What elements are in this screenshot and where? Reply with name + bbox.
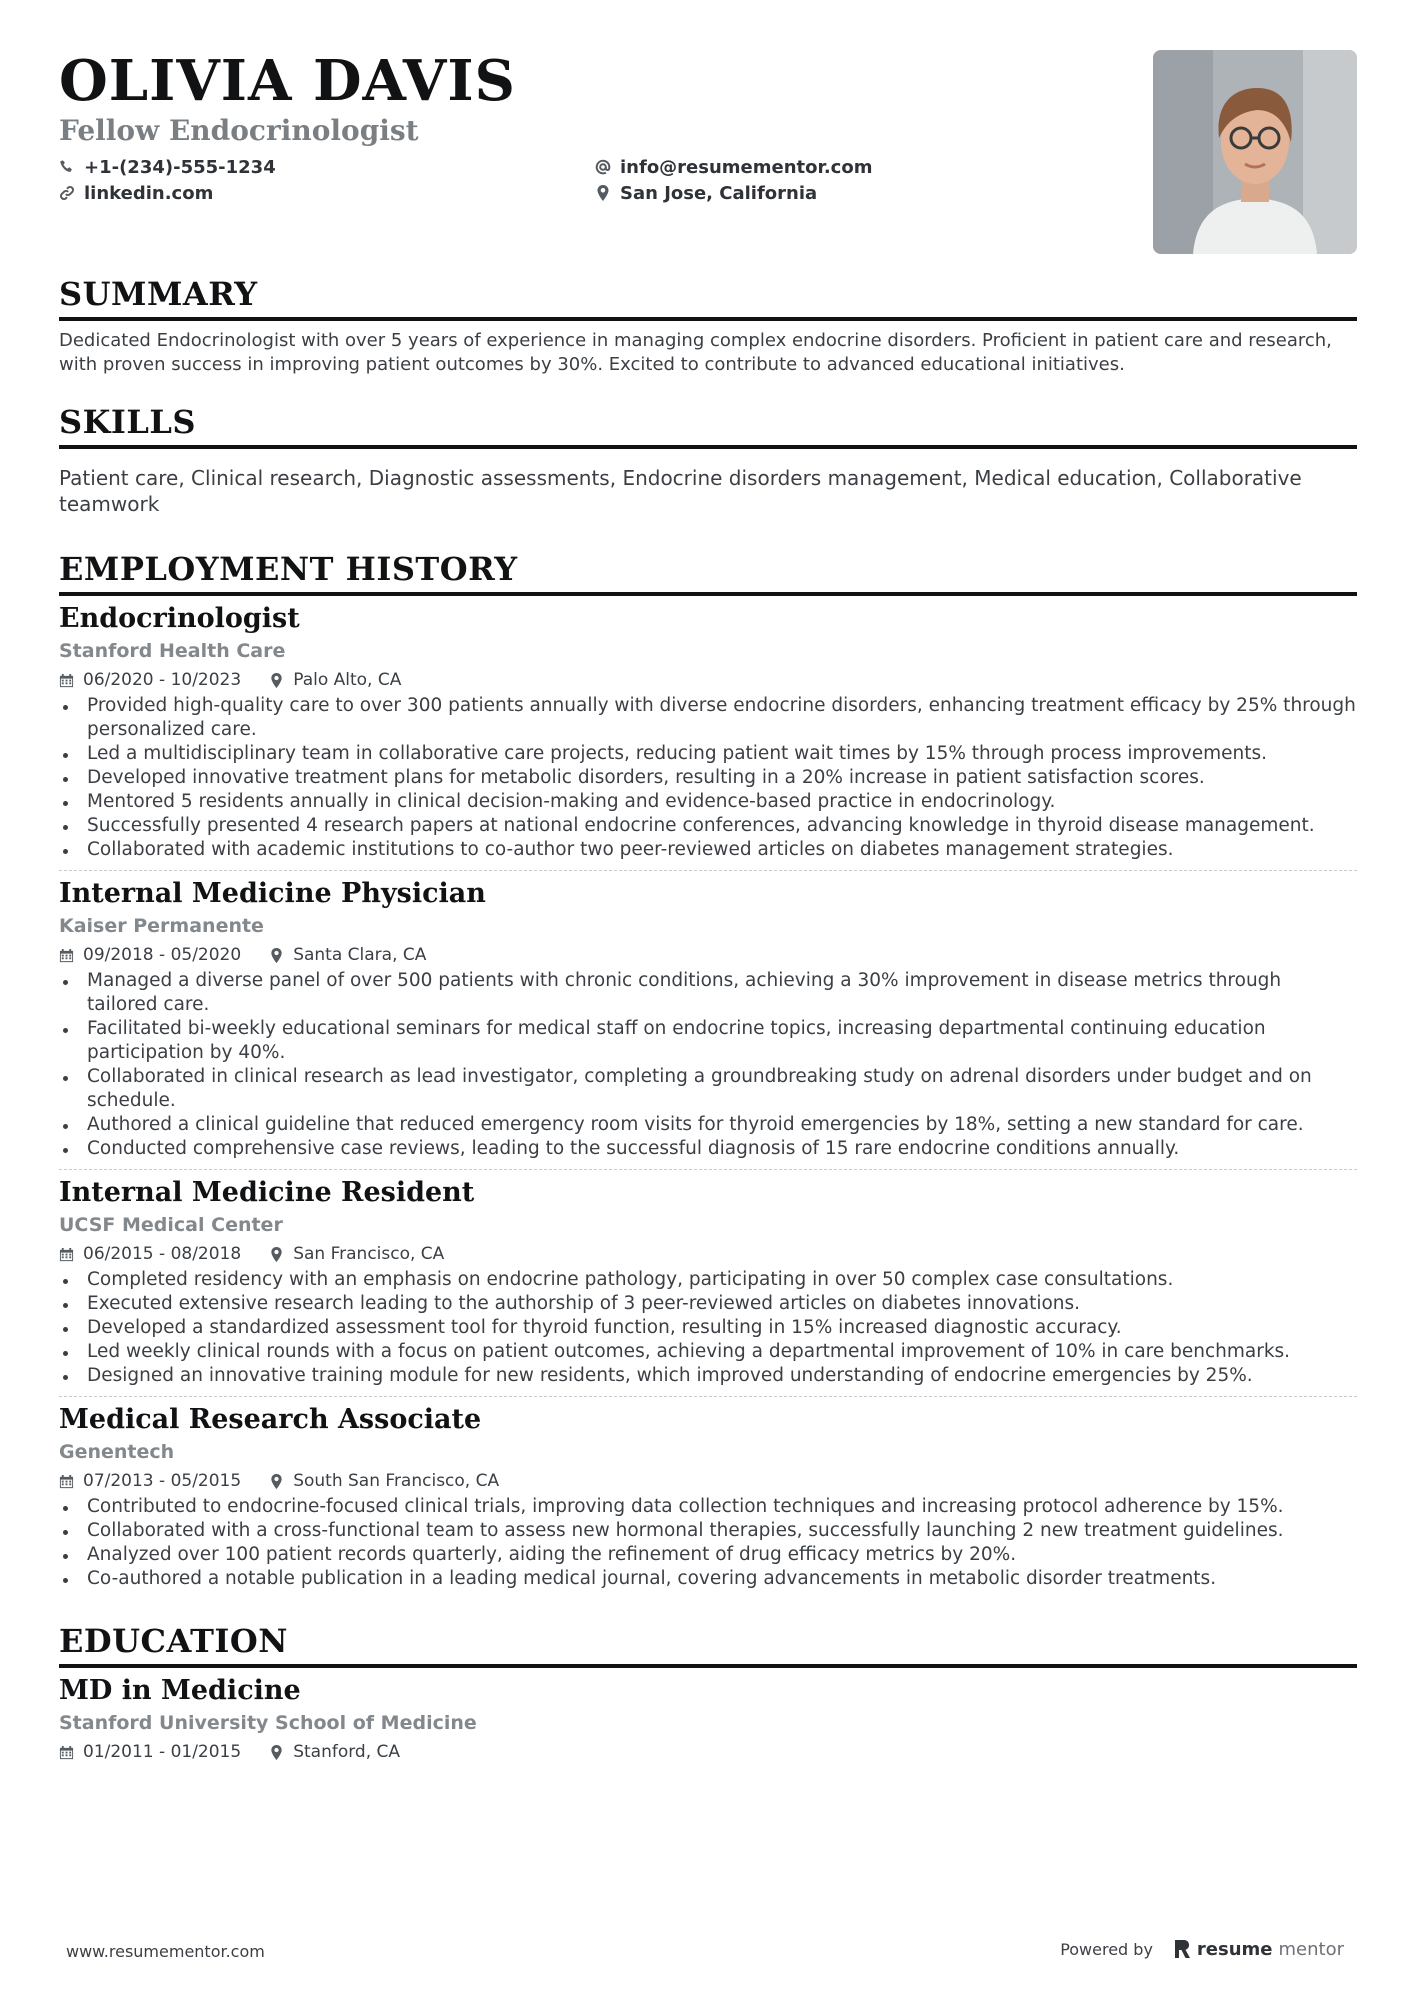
brand-logo[interactable] bbox=[1173, 1938, 1344, 1960]
job-bullet: Developed innovative treatment plans for metabolic disorders, resulting in a 20% increase in patient satisfaction scores. bbox=[59, 766, 1357, 790]
job-bullet: Led weekly clinical rounds with a focus on patient outcomes, achieving a departmental improvement of 10% in care benchmarks. bbox=[59, 1340, 1357, 1364]
brand-name-rest: mentor bbox=[1278, 1938, 1344, 1960]
calendar-icon bbox=[59, 1247, 74, 1262]
job-bullet: Designed an innovative training module for new residents, which improved understanding of endocrine emergencies by 25%. bbox=[59, 1364, 1357, 1388]
job-bullet: Developed a standardized assessment tool for thyroid function, resulting in 15% increased diagnostic accuracy. bbox=[59, 1316, 1357, 1340]
job-bullets bbox=[59, 694, 1357, 862]
job-location: Palo Alto, CA bbox=[293, 670, 402, 690]
job-bullets bbox=[59, 1495, 1357, 1591]
job-bullet: Completed residency with an emphasis on endocrine pathology, participating in over 50 complex case consultations. bbox=[59, 1268, 1357, 1292]
job-bullet: Collaborated in clinical research as lead investigator, completing a groundbreaking study on adrenal disorders under budget and on schedule. bbox=[59, 1065, 1357, 1113]
summary-text: Dedicated Endocrinologist with over 5 years of experience in managing complex endocrine disorders. Proficient in patient care and research, with proven success in improving patient outcomes by 30%. Excited to contribute to advanced educational initiatives. bbox=[59, 330, 1332, 375]
job-bullet: Provided high-quality care to over 300 patients annually with diverse endocrine disorders, enhancing treatment efficacy by 25% through personalized care. bbox=[59, 694, 1357, 742]
job-bullet: Authored a clinical guideline that reduced emergency room visits for thyroid emergencies by 18%, setting a new standard for care. bbox=[59, 1113, 1357, 1137]
location-pin-icon bbox=[269, 1474, 284, 1489]
job-bullets bbox=[59, 969, 1357, 1161]
footer-website[interactable]: www.resumementor.com bbox=[66, 1942, 265, 1961]
section-heading-skills: SKILLS bbox=[59, 402, 1357, 449]
candidate-title: Fellow Endocrinologist bbox=[59, 114, 419, 147]
job-dates: 06/2015 - 08/2018 bbox=[83, 1244, 242, 1264]
contact-location bbox=[595, 180, 817, 206]
job-title: Internal Medicine Resident bbox=[59, 1177, 475, 1208]
linkedin-text: linkedin.com bbox=[84, 182, 214, 204]
job-entry bbox=[59, 1169, 1357, 1396]
job-meta bbox=[59, 943, 1357, 967]
location-pin-icon bbox=[595, 185, 611, 201]
skills-section bbox=[59, 402, 1357, 517]
job-dates: 06/2020 - 10/2023 bbox=[83, 670, 242, 690]
contact-email[interactable] bbox=[595, 154, 872, 180]
job-bullet: Mentored 5 residents annually in clinical decision-making and evidence-based practice in endocrinology. bbox=[59, 790, 1357, 814]
job-dates: 07/2013 - 05/2015 bbox=[83, 1471, 242, 1491]
job-meta bbox=[59, 1469, 1357, 1493]
job-location: South San Francisco, CA bbox=[293, 1471, 500, 1491]
calendar-icon bbox=[59, 1745, 74, 1760]
company-name: UCSF Medical Center bbox=[59, 1214, 283, 1236]
powered-by-label: Powered by bbox=[1060, 1939, 1153, 1959]
location-pin-icon bbox=[269, 673, 284, 688]
job-bullets bbox=[59, 1268, 1357, 1388]
summary-section bbox=[59, 274, 1357, 377]
email-text: info@resumementor.com bbox=[620, 156, 873, 178]
company-name: Genentech bbox=[59, 1441, 175, 1463]
section-heading-summary: SUMMARY bbox=[59, 274, 1357, 321]
school-name: Stanford University School of Medicine bbox=[59, 1712, 477, 1734]
company-name: Kaiser Permanente bbox=[59, 915, 264, 937]
job-location: Santa Clara, CA bbox=[293, 945, 427, 965]
phone-icon bbox=[59, 159, 75, 175]
job-bullet: Conducted comprehensive case reviews, leading to the successful diagnosis of 15 rare endocrine conditions annually. bbox=[59, 1137, 1357, 1161]
job-location: San Francisco, CA bbox=[293, 1244, 445, 1264]
header bbox=[59, 48, 1357, 270]
education-entry bbox=[59, 1668, 1357, 1772]
job-bullet: Co-authored a notable publication in a leading medical journal, covering advancements in metabolic disorder treatments. bbox=[59, 1567, 1357, 1591]
job-bullet: Collaborated with academic institutions to co-author two peer-reviewed articles on diabetes management strategies. bbox=[59, 838, 1357, 862]
degree-title: MD in Medicine bbox=[59, 1675, 301, 1706]
profile-photo-illustration bbox=[1153, 50, 1357, 254]
section-heading-education: EDUCATION bbox=[59, 1621, 1357, 1668]
job-bullet: Facilitated bi-weekly educational seminars for medical staff on endocrine topics, increasing departmental continuing education participation by 40%. bbox=[59, 1017, 1357, 1065]
job-bullet: Contributed to endocrine-focused clinical trials, improving data collection techniques and increasing protocol adherence by 15%. bbox=[59, 1495, 1357, 1519]
job-bullet: Collaborated with a cross-functional team to assess new hormonal therapies, successfully launching 2 new treatment guidelines. bbox=[59, 1519, 1357, 1543]
job-entry bbox=[59, 596, 1357, 870]
brand-name-bold: resume bbox=[1196, 1938, 1273, 1960]
job-bullet: Successfully presented 4 research papers at national endocrine conferences, advancing knowledge in thyroid disease management. bbox=[59, 814, 1357, 838]
location-text: San Jose, California bbox=[620, 182, 818, 204]
section-heading-employment: EMPLOYMENT HISTORY bbox=[59, 549, 1357, 596]
education-section bbox=[59, 1621, 1357, 1772]
footer-powered-by bbox=[1060, 1938, 1344, 1960]
job-meta bbox=[59, 668, 1357, 692]
location-pin-icon bbox=[269, 1745, 284, 1760]
job-bullet: Executed extensive research leading to the authorship of 3 peer-reviewed articles on diabetes innovations. bbox=[59, 1292, 1357, 1316]
link-icon bbox=[59, 185, 75, 201]
candidate-name: OLIVIA DAVIS bbox=[59, 48, 516, 114]
job-bullet: Managed a diverse panel of over 500 patients with chronic conditions, achieving a 30% improvement in disease metrics through tailored care. bbox=[59, 969, 1357, 1017]
education-dates: 01/2011 - 01/2015 bbox=[83, 1742, 242, 1762]
calendar-icon bbox=[59, 948, 74, 963]
contact-linkedin[interactable] bbox=[59, 180, 213, 206]
contact-phone bbox=[59, 154, 276, 180]
employment-section bbox=[59, 549, 1357, 1599]
resume-content bbox=[59, 48, 1357, 1772]
location-pin-icon bbox=[269, 1247, 284, 1262]
phone-text: +1-(234)-555-1234 bbox=[84, 156, 276, 178]
job-bullet: Led a multidisciplinary team in collaborative care projects, reducing patient wait times by 15% through process improvements. bbox=[59, 742, 1357, 766]
job-title: Medical Research Associate bbox=[59, 1404, 482, 1435]
job-entry bbox=[59, 1396, 1357, 1599]
company-name: Stanford Health Care bbox=[59, 640, 286, 662]
education-location: Stanford, CA bbox=[293, 1742, 401, 1762]
job-dates: 09/2018 - 05/2020 bbox=[83, 945, 242, 965]
calendar-icon bbox=[59, 1474, 74, 1489]
job-title: Internal Medicine Physician bbox=[59, 878, 486, 909]
calendar-icon bbox=[59, 673, 74, 688]
job-title: Endocrinologist bbox=[59, 603, 300, 634]
profile-photo bbox=[1153, 50, 1357, 254]
education-meta bbox=[59, 1740, 1357, 1764]
at-icon bbox=[595, 159, 611, 175]
job-bullet: Analyzed over 100 patient records quarterly, aiding the refinement of drug efficacy metrics by 20%. bbox=[59, 1543, 1357, 1567]
resumementor-logo-icon bbox=[1173, 1938, 1191, 1960]
job-entry bbox=[59, 870, 1357, 1169]
job-meta bbox=[59, 1242, 1357, 1266]
skills-text: Patient care, Clinical research, Diagnostic assessments, Endocrine disorders management, Medical education, Collaborative teamwork bbox=[59, 466, 1302, 516]
location-pin-icon bbox=[269, 948, 284, 963]
